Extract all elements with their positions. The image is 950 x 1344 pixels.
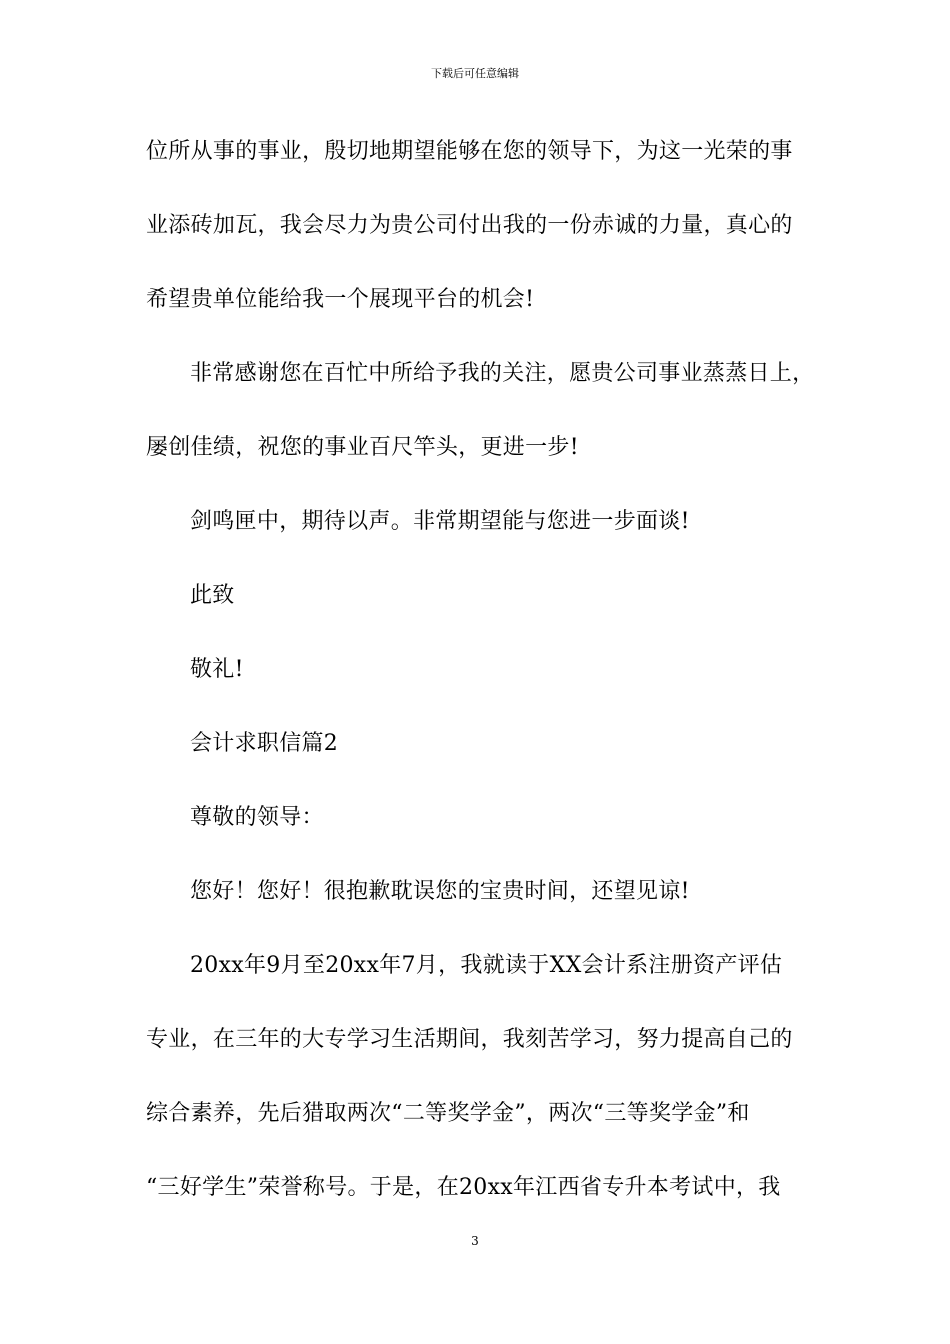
greeting: 尊敬的领导： xyxy=(190,805,324,830)
body-line-paragraph-start: 20xx年9月至20xx年7月，我就读于XX会计系注册资产评估 xyxy=(190,953,783,978)
body-line-continuation: 屡创佳绩，祝您的事业百尺竿头，更进一步! xyxy=(146,435,579,460)
section-title: 会计求职信篇2 xyxy=(190,731,339,756)
body-line-continuation: 希望贵单位能给我一个展现平台的机会! xyxy=(146,287,535,312)
body-line-continuation: 业添砖加瓦，我会尽力为贵公司付出我的一份赤诚的力量，真心的 xyxy=(146,213,793,238)
closing-regards: 敬礼! xyxy=(190,657,244,682)
body-line-continuation: 综合素养，先后猎取两次“二等奖学金”，两次“三等奖学金”和 xyxy=(146,1101,750,1126)
body-line-continuation: “三好学生”荣誉称号。于是，在20xx年江西省专升本考试中，我 xyxy=(146,1175,781,1200)
body-line-paragraph-start: 您好！您好！很抱歉耽误您的宝贵时间，还望见谅! xyxy=(190,879,690,904)
body-line-continuation: 位所从事的事业，殷切地期望能够在您的领导下，为这一光荣的事 xyxy=(146,139,793,164)
body-line-paragraph-start: 非常感谢您在百忙中所给予我的关注，愿贵公司事业蒸蒸日上， xyxy=(190,361,815,386)
page-header: 下载后可任意编辑 xyxy=(431,67,519,80)
closing-salutation: 此致 xyxy=(190,583,235,608)
page-number: 3 xyxy=(471,1234,479,1248)
body-line-continuation: 专业，在三年的大专学习生活期间，我刻苦学习，努力提高自己的 xyxy=(146,1027,793,1052)
body-line-paragraph-start: 剑鸣匣中，期待以声。非常期望能与您进一步面谈! xyxy=(190,509,690,534)
